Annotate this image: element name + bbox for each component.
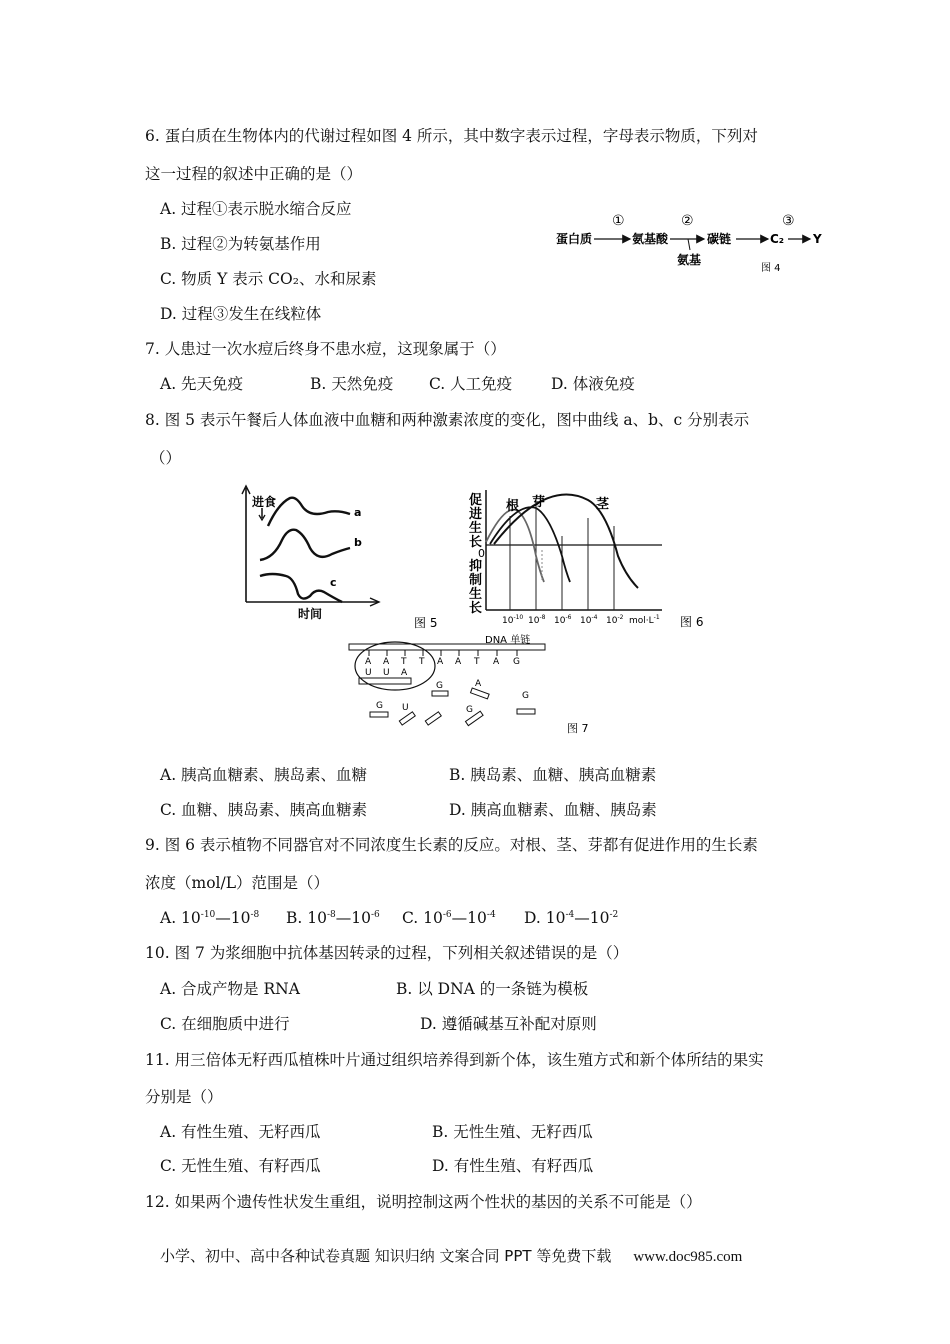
fig6-unit: $mol\cdot L^{-1}$ bbox=[629, 614, 660, 626]
figure-6-chart bbox=[466, 486, 716, 632]
q8-option-a: A. 胰高血糖素、胰岛素、血糖 bbox=[160, 766, 368, 784]
free-nt-0: G bbox=[436, 681, 443, 691]
curve-c-label: c bbox=[330, 576, 337, 589]
free-nt-3b-bar bbox=[425, 712, 441, 725]
step-2-label: ② bbox=[681, 213, 694, 229]
q11-stem-line1: 11. 用三倍体无籽西瓜植株叶片通过组织培养得到新个体，该生殖方式和新个体所结的果实 bbox=[145, 1051, 764, 1069]
q9-c-mid: —10 bbox=[451, 909, 487, 927]
footer-text: 小学、初中、高中各种试卷真题 知识归纳 文案合同 PPT 等免费下载 bbox=[160, 1247, 612, 1265]
q8-option-d: D. 胰高血糖素、血糖、胰岛素 bbox=[449, 801, 657, 819]
fig6-y-down-3: 长 bbox=[469, 601, 483, 616]
q6-option-d: D. 过程③发生在线粒体 bbox=[160, 305, 322, 323]
dna-base-8: G bbox=[513, 657, 520, 667]
q9-a-exp2: -8 bbox=[250, 910, 260, 920]
branch-line bbox=[688, 239, 690, 250]
free-nt-2: G bbox=[376, 701, 383, 711]
figure-5-chart bbox=[238, 484, 453, 630]
q10-option-d: D. 遵循碱基互补配对原则 bbox=[420, 1015, 597, 1033]
q9-a-exp1: -10 bbox=[200, 910, 216, 920]
fig6-y-up-1: 进 bbox=[469, 507, 483, 522]
fig6-x-ticks bbox=[502, 614, 660, 626]
node-amino-acid: 氨基酸 bbox=[632, 232, 669, 246]
node-y: Y bbox=[813, 232, 822, 246]
q9-b-base: B. 10 bbox=[286, 909, 327, 927]
q9-c-exp2: -4 bbox=[486, 910, 496, 920]
q9-b-mid: —10 bbox=[335, 909, 371, 927]
fig6-label-root: 根 bbox=[506, 499, 520, 514]
free-nt-1-bar bbox=[471, 688, 490, 699]
dna-base-5: A bbox=[455, 657, 462, 667]
q10-stem: 10. 图 7 为浆细胞中抗体基因转录的过程，下列相关叙述错误的是（） bbox=[145, 944, 629, 962]
fig6-label-bud: 芽 bbox=[532, 495, 546, 510]
curve-b bbox=[260, 530, 350, 560]
q11-option-b: B. 无性生殖、无籽西瓜 bbox=[432, 1123, 593, 1141]
q7-option-a: A. 先天免疫 bbox=[160, 375, 244, 393]
q9-a-base: A. 10 bbox=[160, 909, 201, 927]
q9-d-mid: —10 bbox=[574, 909, 610, 927]
q9-option-a bbox=[160, 908, 259, 928]
fig6-tick-0: $10^{-10}$ bbox=[502, 614, 524, 626]
fig5-caption: 图 5 bbox=[414, 616, 438, 630]
node-c2: C₂ bbox=[770, 232, 785, 246]
q9-c-exp1: -6 bbox=[442, 910, 452, 920]
dna-base-4: A bbox=[437, 657, 444, 667]
figure-7-diagram bbox=[345, 630, 605, 738]
fig6-y-up-3: 长 bbox=[469, 535, 483, 550]
dna-base-6: T bbox=[474, 657, 480, 667]
curve-a bbox=[268, 498, 350, 526]
fig6-y-label-inhibit bbox=[469, 558, 482, 616]
q6-option-a: A. 过程①表示脱水缩合反应 bbox=[160, 200, 352, 218]
dna-strand-title: DNA 单链 bbox=[485, 635, 531, 646]
free-nt-1: A bbox=[475, 679, 482, 689]
q6-option-c: C. 物质 Y 表示 CO₂、水和尿素 bbox=[160, 270, 377, 288]
free-nt-3: U bbox=[402, 703, 409, 713]
q12-stem: 12. 如果两个遗传性状发生重组，说明控制这两个性状的基因的关系不可能是（） bbox=[145, 1193, 702, 1211]
curve-b-label: b bbox=[354, 536, 362, 549]
node-amino-group: 氨基 bbox=[677, 253, 702, 267]
q10-option-a: A. 合成产物是 RNA bbox=[160, 980, 300, 998]
fig6-tick-1: $10^{-8}$ bbox=[528, 614, 546, 626]
fig7-caption: 图 7 bbox=[567, 722, 589, 735]
node-carbon-chain: 碳链 bbox=[707, 232, 732, 246]
dna-bases bbox=[365, 650, 520, 678]
q9-d-exp2: -2 bbox=[609, 910, 619, 920]
fig6-y-up-0: 促 bbox=[469, 493, 483, 508]
dna-base-7: A bbox=[493, 657, 500, 667]
q11-stem-line2: 分别是（） bbox=[145, 1088, 223, 1106]
q9-b-exp1: -8 bbox=[326, 910, 336, 920]
free-nucleotides bbox=[370, 679, 535, 726]
q7-option-b: B. 天然免疫 bbox=[310, 375, 394, 393]
fig6-y-up-2: 生 bbox=[469, 521, 483, 536]
fig6-y-down-1: 制 bbox=[469, 573, 483, 588]
free-nt-5-bar bbox=[517, 709, 535, 714]
q9-option-c bbox=[402, 908, 496, 928]
footer-link[interactable]: www.doc985.com bbox=[633, 1249, 743, 1265]
q6-option-b: B. 过程②为转氨基作用 bbox=[160, 235, 321, 253]
q6-stem-line1: 6. 蛋白质在生物体内的代谢过程如图 4 所示，其中数字表示过程，字母表示物质，下列对 bbox=[145, 127, 758, 145]
rna-base-2: A bbox=[401, 668, 408, 678]
figure-4-diagram bbox=[550, 208, 840, 278]
q9-b-exp2: -6 bbox=[370, 910, 380, 920]
free-nt-3-bar bbox=[399, 712, 415, 725]
q11-option-c: C. 无性生殖、有籽西瓜 bbox=[160, 1157, 321, 1175]
q8-option-c: C. 血糖、胰岛素、胰高血糖素 bbox=[160, 801, 368, 819]
fig6-tick-2: $10^{-6}$ bbox=[554, 614, 572, 626]
q9-stem-line1: 9. 图 6 表示植物不同器官对不同浓度生长素的反应。对根、茎、芽都有促进作用的生长素 bbox=[145, 836, 758, 854]
q8-option-b: B. 胰岛素、血糖、胰高血糖素 bbox=[449, 766, 657, 784]
q11-option-d: D. 有性生殖、有籽西瓜 bbox=[432, 1157, 594, 1175]
node-protein: 蛋白质 bbox=[556, 232, 593, 246]
figure-4-caption: 图 4 bbox=[761, 263, 781, 274]
q6-stem-line2: 这一过程的叙述中正确的是（） bbox=[145, 165, 363, 183]
q9-c-base: C. 10 bbox=[402, 909, 443, 927]
q7-stem: 7. 人患过一次水痘后终身不患水痘，这现象属于（） bbox=[145, 340, 506, 358]
fig6-tick-4: $10^{-2}$ bbox=[606, 614, 624, 626]
rna-base-1: U bbox=[383, 668, 390, 678]
curve-a-label: a bbox=[354, 506, 362, 519]
step-1-label: ① bbox=[612, 213, 625, 229]
free-nt-0-bar bbox=[432, 691, 448, 696]
q7-option-d: D. 体液免疫 bbox=[551, 375, 635, 393]
q10-option-b: B. 以 DNA 的一条链为模板 bbox=[396, 980, 589, 998]
free-nt-2-bar bbox=[370, 712, 388, 717]
fig6-y-label-promote bbox=[469, 492, 482, 550]
q10-option-c: C. 在细胞质中进行 bbox=[160, 1015, 290, 1033]
dna-base-3: T bbox=[419, 657, 425, 667]
q9-stem-line2: 浓度（mol/L）范围是（） bbox=[145, 874, 330, 892]
fig6-y-down-2: 生 bbox=[469, 587, 483, 602]
q9-option-b bbox=[286, 908, 380, 928]
step-3-label: ③ bbox=[782, 213, 795, 229]
page-footer bbox=[160, 1245, 742, 1266]
dna-base-1: A bbox=[383, 657, 390, 667]
free-nt-4: G bbox=[466, 705, 473, 715]
q9-option-d bbox=[524, 908, 618, 928]
q9-d-exp1: -4 bbox=[565, 910, 575, 920]
dna-base-0: A bbox=[365, 657, 372, 667]
q7-option-c: C. 人工免疫 bbox=[429, 375, 513, 393]
q8-stem-line2: （） bbox=[150, 449, 182, 467]
fig6-label-stem: 茎 bbox=[596, 497, 610, 512]
q11-option-a: A. 有性生殖、无籽西瓜 bbox=[160, 1123, 321, 1141]
fig6-y-down-0: 抑 bbox=[469, 559, 483, 574]
free-nt-5: G bbox=[522, 691, 529, 701]
q9-d-base: D. 10 bbox=[524, 909, 566, 927]
q8-stem-line1: 8. 图 5 表示午餐后人体血液中血糖和两种激素浓度的变化，图中曲线 a、b、c 分别表示 bbox=[145, 411, 750, 429]
fig5-eat-label: 进食 bbox=[252, 495, 277, 509]
fig6-zero-label: 0 bbox=[478, 547, 485, 560]
fig5-x-label: 时间 bbox=[298, 607, 323, 621]
rna-base-0: U bbox=[365, 668, 372, 678]
q9-a-mid: —10 bbox=[215, 909, 251, 927]
fig6-caption: 图 6 bbox=[680, 615, 704, 629]
dna-base-2: T bbox=[401, 657, 407, 667]
fig6-tick-3: $10^{-4}$ bbox=[580, 614, 598, 626]
